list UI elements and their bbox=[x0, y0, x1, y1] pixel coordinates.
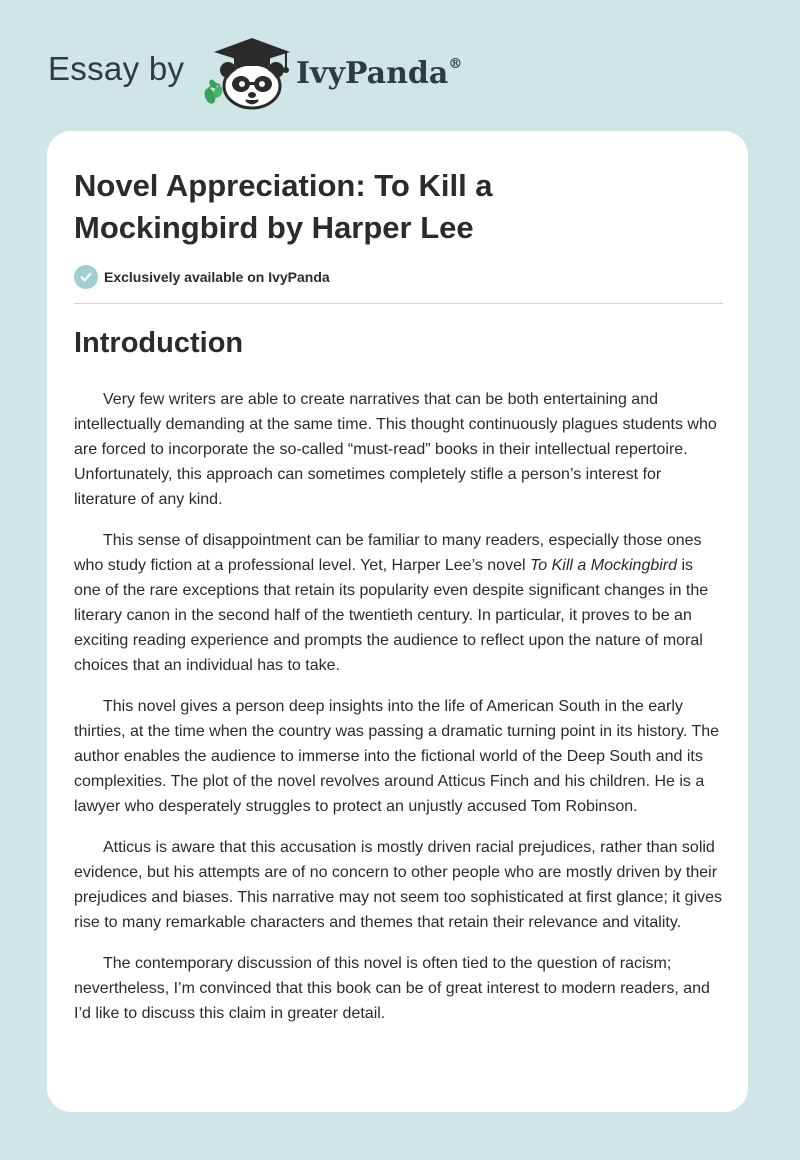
badge-text: Exclusively available on IvyPanda bbox=[104, 269, 330, 285]
site-header bbox=[48, 30, 648, 110]
panda-graduation-cap-icon bbox=[202, 34, 294, 110]
paragraph: Atticus is aware that this accusation is mostly driven racial prejudices, rather than solid evidence, but his attempts are of no concern to other people who are mostly driven by their prejudices and biases. This narrative may not seem too sophisticated at first glance; it gives rise to many remarkable characters and themes that retain their relevance and vitality. bbox=[74, 839, 723, 931]
exclusive-badge bbox=[74, 264, 330, 290]
brand-logo-text[interactable] bbox=[296, 56, 462, 91]
book-title: To Kill a Mockingbird bbox=[529, 557, 678, 574]
essay-by-label: Essay by bbox=[48, 50, 185, 87]
essay-card bbox=[47, 131, 748, 1112]
article-body bbox=[74, 387, 724, 1042]
paragraph-text: is one of the rare exceptions that retain its popularity even despite significant changes in the literary canon in the second half of the twentieth century. In particular, it proves to be an exciting reading experience and prompts the audience to reflect upon the nature of moral choices that an individual has to take. bbox=[74, 557, 709, 674]
paragraph-text: This sense of disappointment can be familiar to many readers, especially those ones who study fiction at a professional level. Yet, Harper Lee’s novel bbox=[74, 532, 702, 574]
section-heading: Introduction bbox=[74, 327, 244, 359]
paragraph bbox=[74, 528, 724, 678]
paragraph: The contemporary discussion of this novel is often tied to the question of racism; nevertheless, I’m convinced that this book can be of great interest to modern readers, and I’d like to discuss this claim in greater detail. bbox=[74, 955, 710, 1022]
page-title: Novel Appreciation: To Kill a Mockingbird by Harper Lee bbox=[74, 168, 493, 245]
brand-name: IvyPanda bbox=[296, 56, 449, 91]
paragraph: Very few writers are able to create narratives that can be both entertaining and intellectually demanding at the same time. This thought continuously plagues students who are forced to incorporate the so-called “must-read” books in their intellectual repertoire. Unfortunately, this approach can sometimes completely stifle a person’s interest for literature of any kind. bbox=[74, 391, 717, 508]
divider bbox=[74, 303, 723, 304]
registered-mark: ® bbox=[448, 56, 463, 72]
check-circle-icon bbox=[74, 265, 98, 289]
paragraph: This novel gives a person deep insights into the life of American South in the early thirties, at the time when the country was passing a dramatic turning point in its history. The author enables the audience to immerse into the fictional world of the Deep South and its complexities. The plot of the novel revolves around Atticus Finch and his children. He is a lawyer who desperately struggles to protect an unjustly accused Tom Robinson. bbox=[74, 698, 720, 815]
